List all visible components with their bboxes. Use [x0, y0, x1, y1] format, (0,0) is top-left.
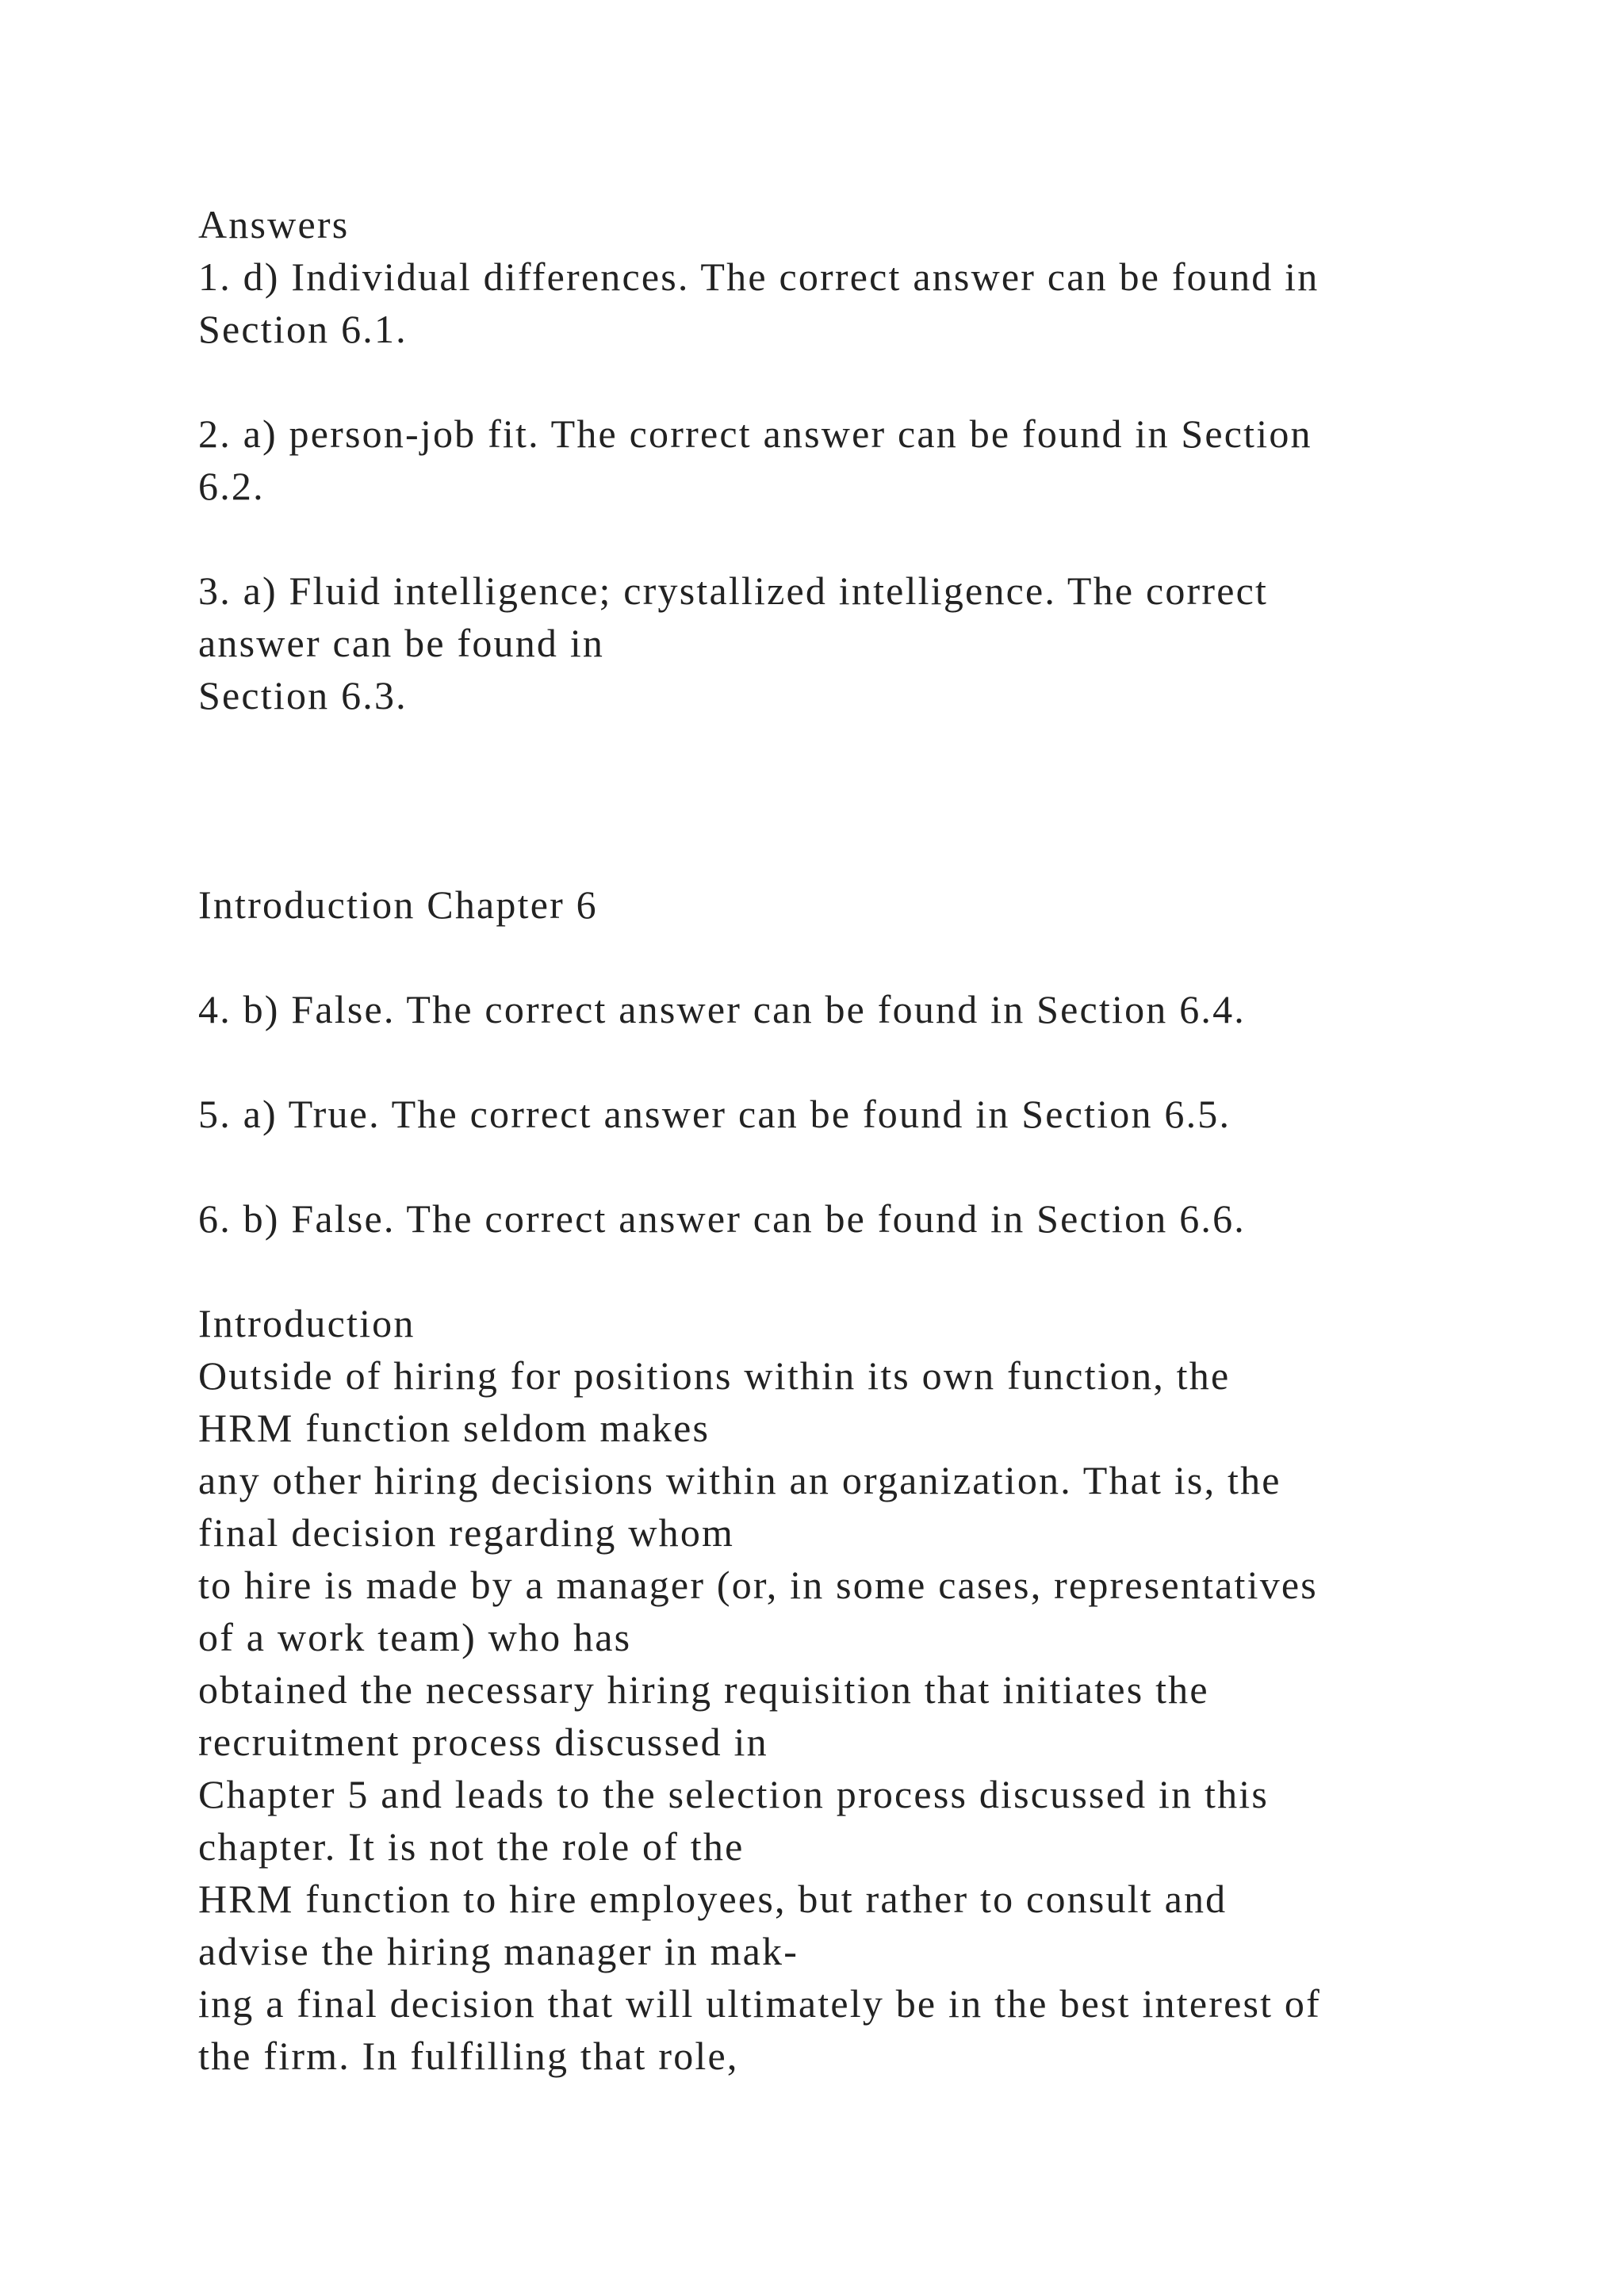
paragraph-line: HRM function to hire employees, but rather to consult and: [198, 1877, 1228, 1921]
document-body: [198, 198, 1483, 2082]
section-heading-introduction-chapter-6: Introduction Chapter 6: [198, 882, 598, 927]
answer-5: 5. a) True. The correct answer can be found in Section 6.5.: [198, 1092, 1231, 1136]
answer-1-line-1: 1. d) Individual differences. The correct answer can be found in: [198, 254, 1320, 299]
answers-heading: Answers: [198, 202, 350, 247]
paragraph-line: obtained the necessary hiring requisition that initiates the: [198, 1667, 1209, 1712]
paragraph-line: any other hiring decisions within an organization. That is, the: [198, 1458, 1281, 1502]
answer-3-line-1: 3. a) Fluid intelligence; crystallized intelligence. The correct: [198, 568, 1269, 613]
paragraph-line: chapter. It is not the role of the: [198, 1824, 745, 1869]
paragraph-line: Chapter 5 and leads to the selection process discussed in this: [198, 1772, 1270, 1816]
paragraph-line: recruitment process discussed in: [198, 1720, 768, 1764]
blank-line: [198, 931, 1483, 983]
paragraph-line: ing a final decision that will ultimately be in the best interest of: [198, 1981, 1321, 2026]
blank-line: [198, 721, 1483, 774]
paragraph-line: advise the hiring manager in mak-: [198, 1929, 799, 1973]
blank-line: [198, 512, 1483, 564]
introduction-heading: Introduction: [198, 1301, 416, 1345]
paragraph-line: HRM function seldom makes: [198, 1406, 710, 1450]
answer-6: 6. b) False. The correct answer can be found in Section 6.6.: [198, 1196, 1246, 1241]
answer-1-line-2: Section 6.1.: [198, 307, 408, 351]
answer-2-line-1: 2. a) person-job fit. The correct answer can be found in Section: [198, 411, 1312, 456]
paragraph-line: of a work team) who has: [198, 1615, 632, 1659]
paragraph-line: Outside of hiring for positions within its own function, the: [198, 1353, 1231, 1398]
answer-3-line-2: answer can be found in: [198, 621, 605, 665]
blank-line: [198, 774, 1483, 826]
blank-line: [198, 1245, 1483, 1297]
blank-line: [198, 1035, 1483, 1088]
paragraph-line: to hire is made by a manager (or, in some cases, representatives: [198, 1563, 1318, 1607]
paragraph-line: final decision regarding whom: [198, 1510, 735, 1555]
blank-line: [198, 826, 1483, 878]
blank-line: [198, 1140, 1483, 1192]
paragraph-line: the firm. In fulfilling that role,: [198, 2034, 739, 2078]
answer-2-line-2: 6.2.: [198, 464, 265, 508]
answer-4: 4. b) False. The correct answer can be found in Section 6.4.: [198, 987, 1246, 1031]
answer-3-line-3: Section 6.3.: [198, 673, 408, 718]
blank-line: [198, 355, 1483, 408]
